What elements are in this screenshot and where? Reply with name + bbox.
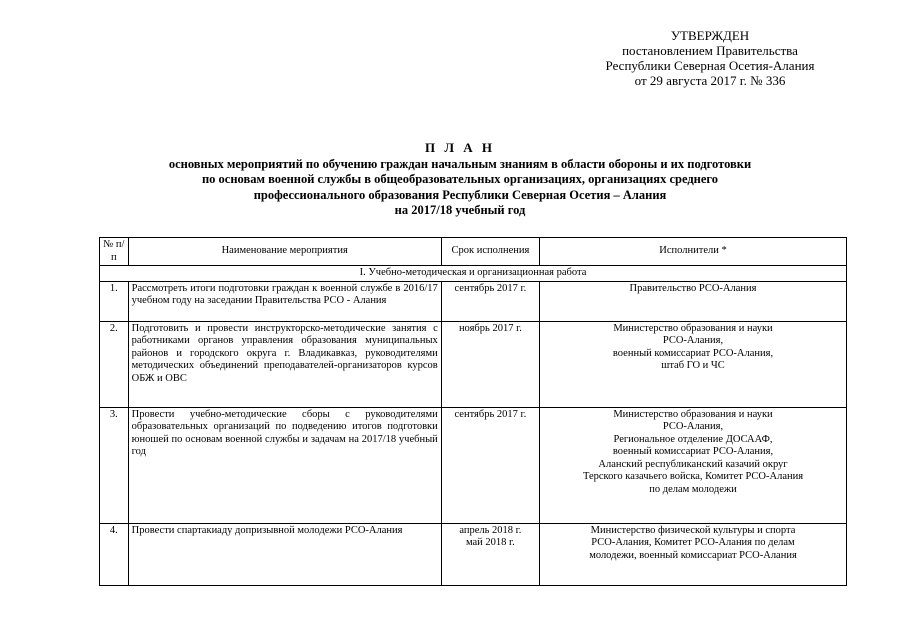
row-num: 3. [100, 407, 129, 523]
table-row [100, 407, 847, 523]
section-title: I. Учебно-методическая и организационная работа [100, 266, 847, 282]
header-name: Наименование мероприятия [128, 238, 441, 266]
approval-stamp [560, 28, 860, 88]
row-exec: Правительство РСО-Алания [540, 281, 847, 321]
plan-table [99, 237, 847, 586]
header-term: Срок исполнения [441, 238, 539, 266]
table-row [100, 281, 847, 321]
row-term: сентябрь 2017 г. [441, 407, 539, 523]
row-name: Рассмотреть итоги подготовки граждан к военной службе в 2016/17 учебном году на заседании Правительства РСО - Алания [128, 281, 441, 321]
row-num: 2. [100, 321, 129, 407]
row-num: 1. [100, 281, 129, 321]
table-row [100, 321, 847, 407]
title-line: основных мероприятий по обучению граждан начальным знаниям в области обороны и их подготовки [168, 156, 752, 171]
row-exec: Министерство образования и науки РСО-Алания, Региональное отделение ДОСААФ, военный комиссариат РСО-Алания, Аланский республиканский казачий округ Терского казачьего войска, Комитет РСО-Алания по делам молодежи [540, 407, 847, 523]
row-term: сентябрь 2017 г. [441, 281, 539, 321]
approval-line: постановлением Правительства [622, 43, 798, 58]
approval-date: от 29 августа 2017 г. № 336 [634, 73, 786, 88]
row-exec: Министерство образования и науки РСО-Алания, военный комиссариат РСО-Алания, штаб ГО и ЧС [540, 321, 847, 407]
document-title [60, 140, 860, 219]
approval-line: Республики Северная Осетия-Алания [605, 58, 815, 73]
title-line: на 2017/18 учебный год [394, 203, 526, 217]
approval-heading: УТВЕРЖДЕН [670, 28, 750, 43]
header-exec: Исполнители * [540, 238, 847, 266]
table-row [100, 523, 847, 585]
row-name: Провести учебно-методические сборы с руководителями образовательных организаций по подведению итогов подготовки юношей по основам военной службы и задачам на 2017/18 учебный год [128, 407, 441, 523]
section-row [100, 266, 847, 282]
row-name: Провести спартакиаду допризывной молодежи РСО-Алания [128, 523, 441, 585]
row-exec: Министерство физической культуры и спорта РСО-Алания, Комитет РСО-Алания по делам молодежи, военный комиссариат РСО-Алания [540, 523, 847, 585]
title-line: по основам военной службы в общеобразовательных организациях, организациях среднего [201, 172, 719, 186]
row-term: апрель 2018 г. май 2018 г. [441, 523, 539, 585]
row-num: 4. [100, 523, 129, 585]
row-term: ноябрь 2017 г. [441, 321, 539, 407]
title-line: профессионального образования Республики Северная Осетия – Алания [253, 187, 667, 202]
plan-heading: П Л А Н [424, 140, 496, 155]
header-num: № п/п [100, 238, 129, 266]
row-name: Подготовить и провести инструкторско-методические занятия с работниками органов управления образования муниципальных районов и городского округа г. Владикавказ, руководителями методических объединений преподавателей-организаторов курсов ОБЖ и ОВС [128, 321, 441, 407]
table-header-row [100, 238, 847, 266]
